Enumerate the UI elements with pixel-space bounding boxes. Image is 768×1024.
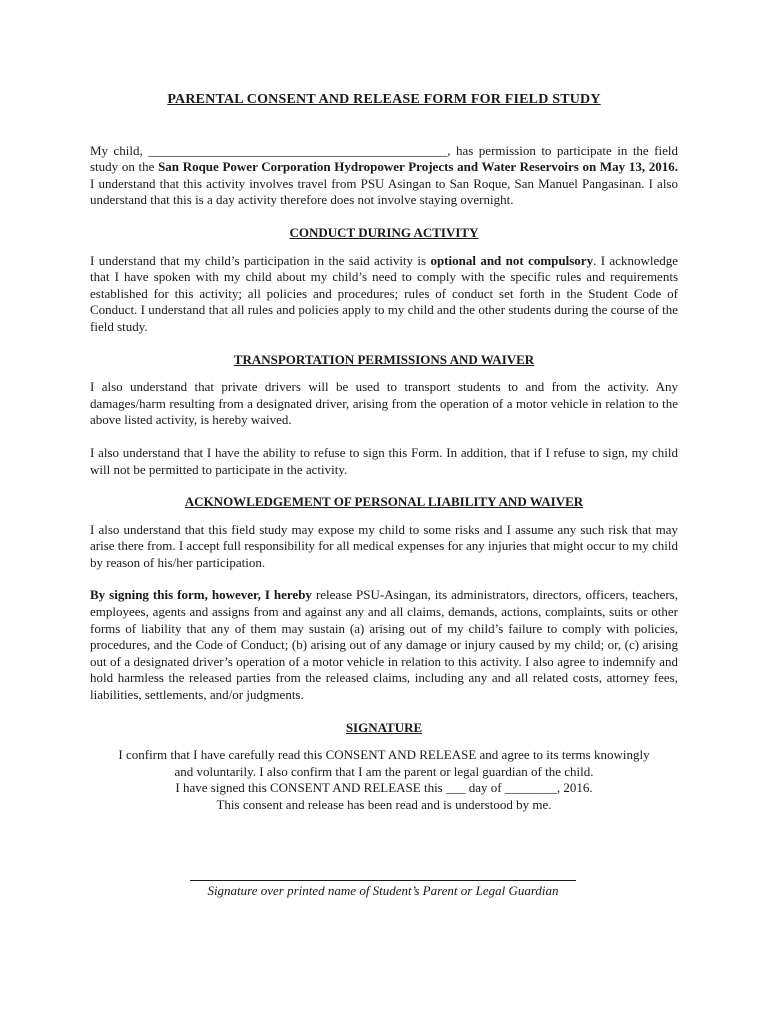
conduct-text-2: . I acknowledge that I have spoken with my child about my child’s need to comply with the specific rules and requirements established for this activity; all policies and procedures; rules of conduct set forth in the Student Code of Conduct. I understand that all rules and policies apply to my child and the other students during the course of the field study. bbox=[90, 252, 678, 334]
conduct-paragraph bbox=[90, 253, 678, 336]
signature-heading: SIGNATURE bbox=[345, 719, 423, 735]
confirm-line-1: I confirm that I have carefully read this CONSENT AND RELEASE and agree to its terms knowingly bbox=[118, 747, 650, 763]
understood-line: This consent and release has been read and is understood by me. bbox=[216, 797, 552, 812]
transport-paragraph-2: I also understand that I have the ability to refuse to sign this Form. In addition, that if I refuse to sign, my child will not be permitted to participate in the activity. bbox=[90, 444, 678, 477]
intro-text-1: My child, bbox=[90, 142, 149, 158]
child-name-blank: ______________________________________________ bbox=[148, 142, 448, 158]
liability-text: release PSU-Asingan, its administrators, directors, officers, teachers, employees, agents and assigns from and against any and all claims, demands, actions, complaints, suits or other forms of liability that any of them may sustain (a) arising out of my child’s failure to comply with policies, procedures, and the Code of Conduct; (b) arising out of any damage or injury caused by my child; or, (c) arising out of a designated driver’s operation of a motor vehicle in relation to this activity. I also agree to indemnify and hold harmless the released parties from the released claims, including any and all related costs, attorney fees, liabilities, settlements, and/or judgments. bbox=[90, 587, 678, 703]
field-study-location: San Roque Power Corporation Hydropower Projects and Water Reservoirs bbox=[158, 159, 579, 175]
conduct-heading: CONDUCT DURING ACTIVITY bbox=[289, 224, 479, 240]
signature-line bbox=[190, 880, 576, 881]
form-title: PARENTAL CONSENT AND RELEASE FORM FOR FIELD STUDY bbox=[167, 92, 601, 107]
conduct-emphasis: optional and not compulsory bbox=[430, 252, 594, 268]
intro-text-2: , has permission to participate in the field study on the bbox=[90, 142, 678, 175]
liability-lead: By signing this form, however, I hereby bbox=[90, 587, 312, 603]
transport-heading: TRANSPORTATION PERMISSIONS AND WAIVER bbox=[233, 351, 535, 367]
signature-block bbox=[190, 880, 576, 899]
conduct-text-1: I understand that my child’s participation in the said activity is bbox=[90, 252, 431, 268]
form-content bbox=[90, 92, 678, 814]
confirm-line-2: and voluntarily. I also confirm that I am the parent or legal guardian of the child. bbox=[174, 763, 594, 779]
liability-paragraph-1: I also understand that this field study may expose my child to some risks and I assume any such risk that may arise there from. I accept full responsibility for all medical expenses for any injuries that might occur to my child by reason of his/her participation. bbox=[90, 521, 678, 570]
transport-paragraph-1: I also understand that private drivers will be used to transport students to and from the activity. Any damages/harm resulting from a designated driver, arising from the operation of a motor vehicle in relation to the above listed activity, is hereby waived. bbox=[90, 379, 678, 428]
liability-heading: ACKNOWLEDGEMENT OF PERSONAL LIABILITY AND WAIVER bbox=[184, 494, 584, 510]
signature-caption: Signature over printed name of Student’s Parent or Legal Guardian bbox=[207, 883, 559, 898]
field-study-date: on May 13, 2016. bbox=[582, 159, 679, 175]
liability-paragraph-2 bbox=[90, 587, 678, 703]
intro-paragraph bbox=[90, 143, 678, 209]
intro-text-4: I understand that this activity involves travel from PSU Asingan to San Roque, San Manuel Pangasinan. I also understand that this is a day activity therefore does not involve staying overnight. bbox=[90, 175, 678, 208]
signed-date-line: I have signed this CONSENT AND RELEASE this ___ day of ________, 2016. bbox=[175, 780, 593, 796]
